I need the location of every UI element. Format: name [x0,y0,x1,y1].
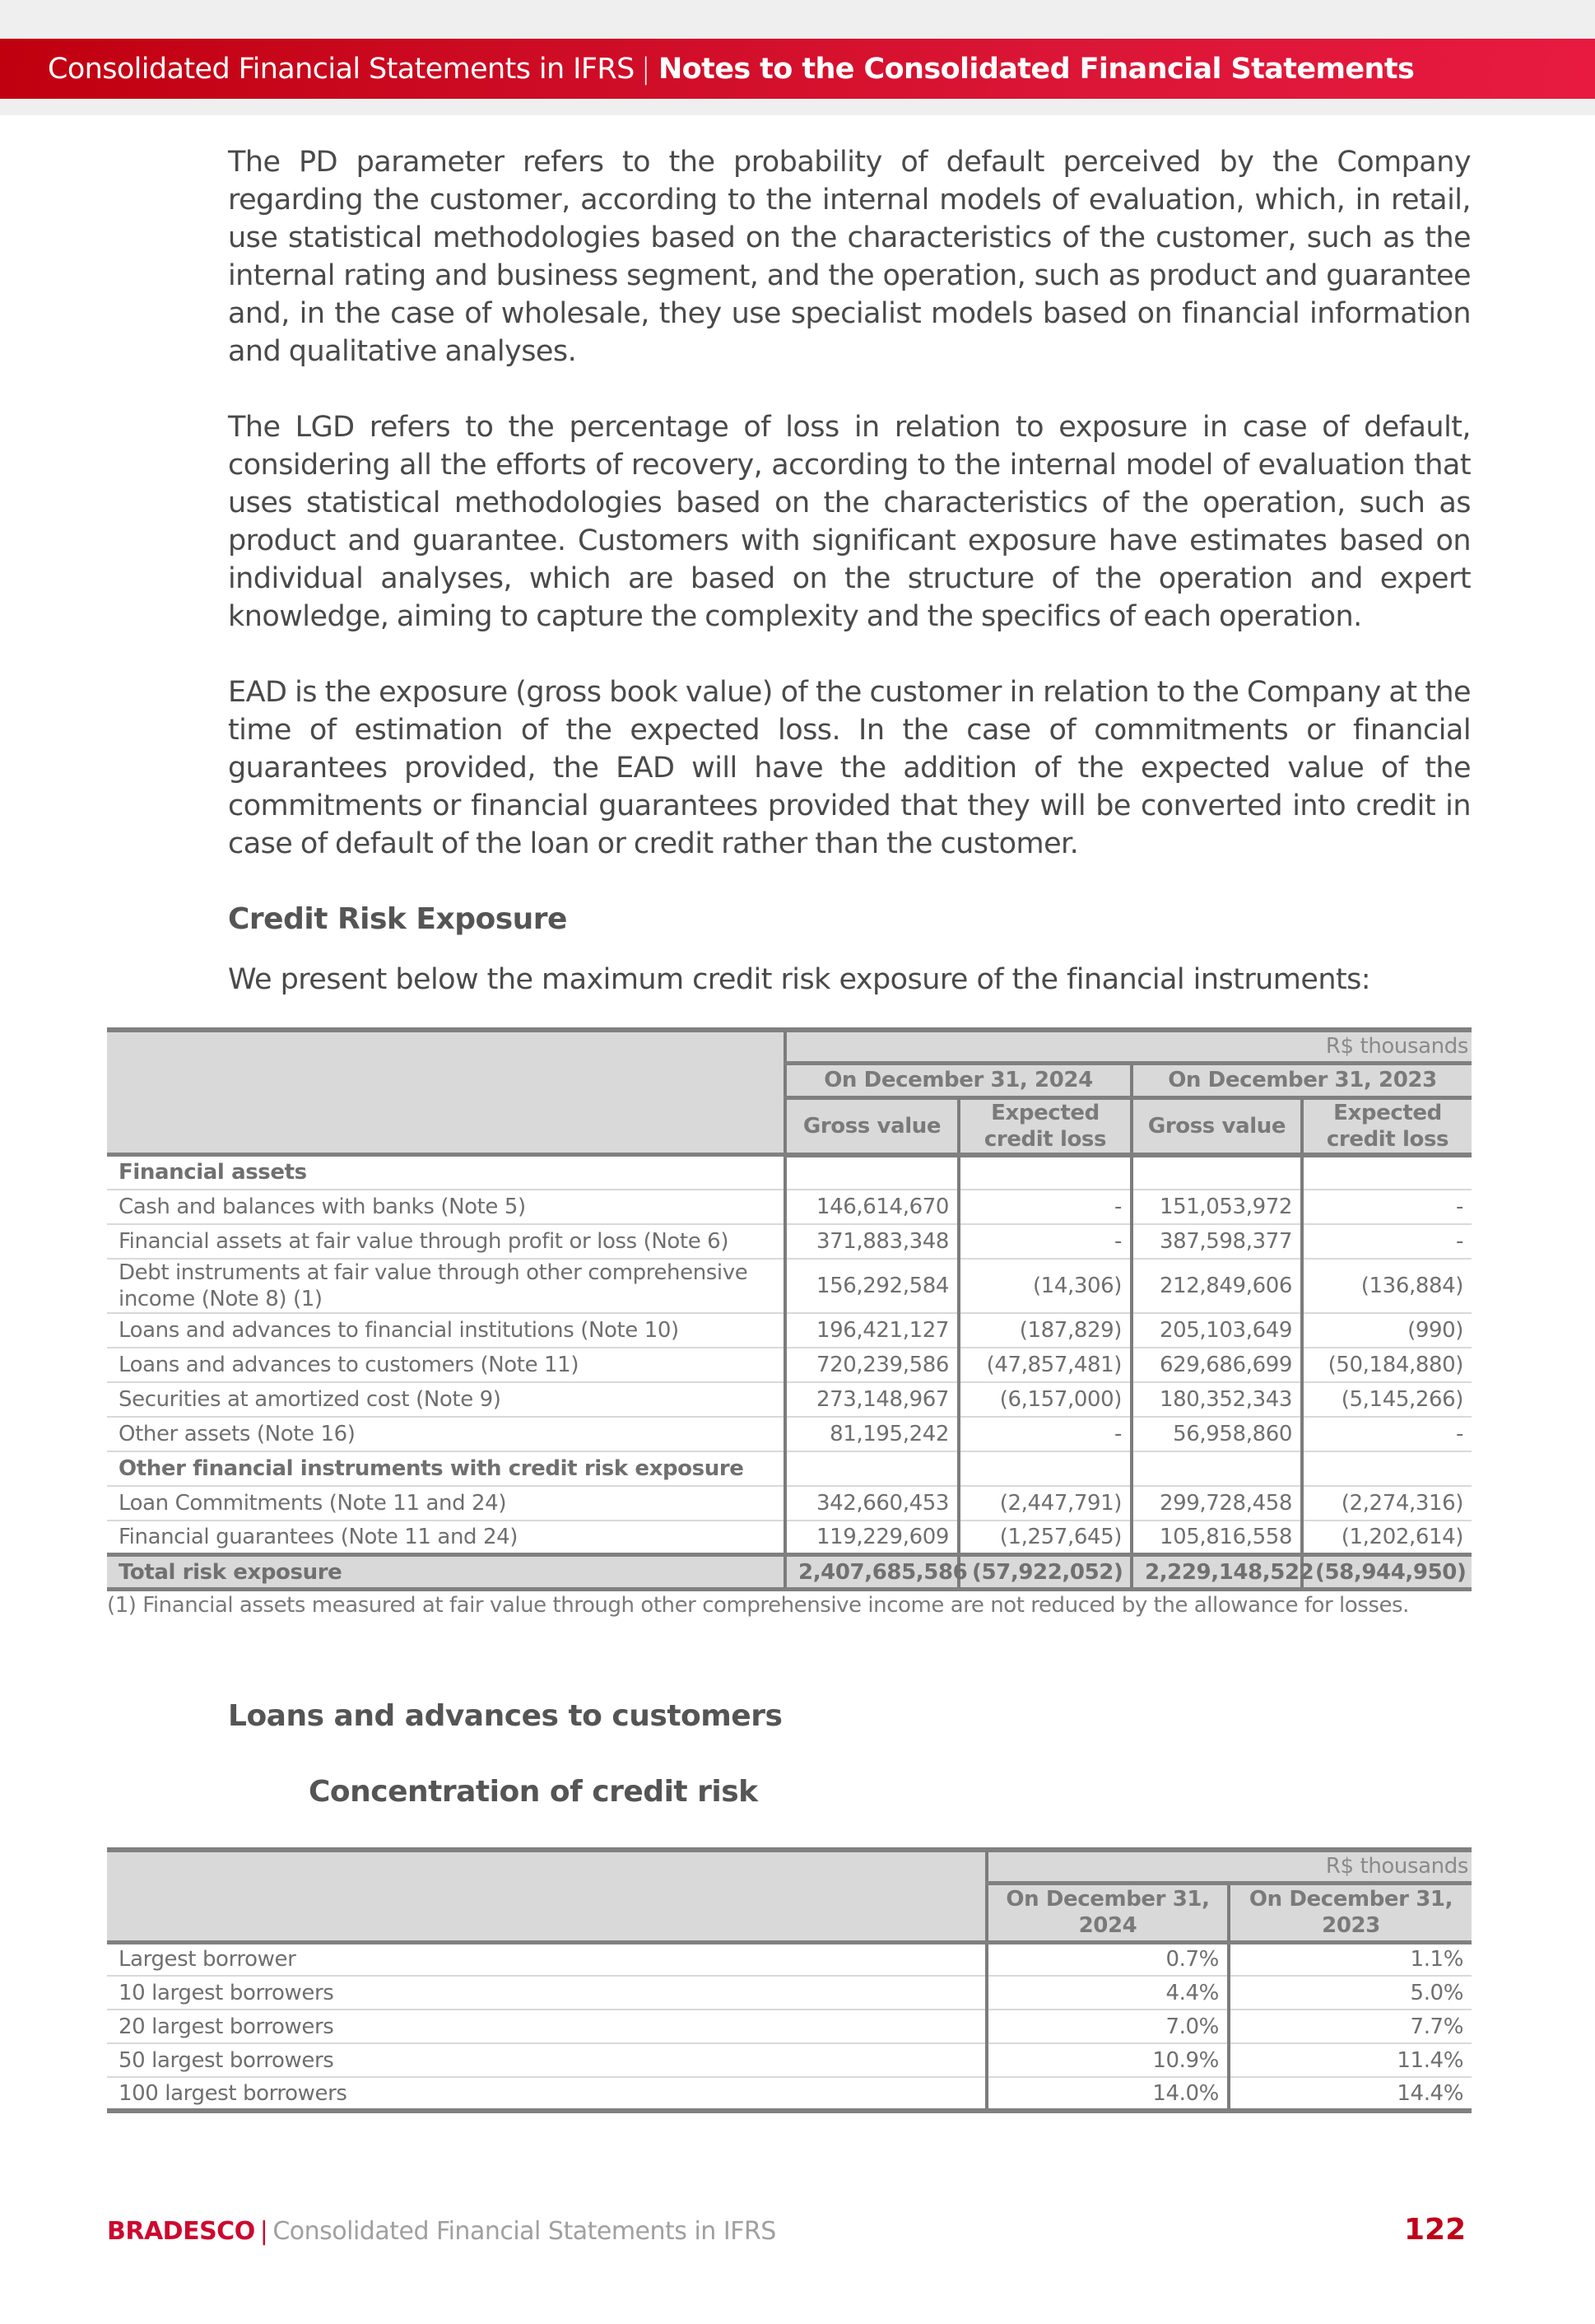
cell: 151,053,972 [1132,1190,1302,1224]
column-header-2023: On December 31, 2023 [1229,1883,1472,1942]
row-label: Loans and advances to financial institutions (Note 10) [107,1313,785,1348]
cell: 56,958,860 [1132,1417,1302,1451]
cell [1302,1155,1472,1190]
footer-document-title: Consolidated Financial Statements in IFRS [272,2217,776,2246]
cell [1132,1155,1302,1190]
cell: 7.7% [1229,2010,1472,2043]
row-label: Other financial instruments with credit risk exposure [107,1451,785,1486]
row-label: Cash and balances with banks (Note 5) [107,1190,785,1224]
cell: 299,728,458 [1132,1486,1302,1521]
header-subsection-title: Notes to the Consolidated Financial Statements [658,52,1415,86]
row-label: Largest borrower [107,1942,987,1976]
page-header [0,39,1595,99]
total-cell: (58,944,950) [1302,1555,1472,1590]
pd-paragraph: The PD parameter refers to the probability of default perceived by the Company regarding the customer, according to the internal models of evaluation, which, in retail, use statistical methodologies based on the characteristics of the customer, such as the internal rating and business segment, and the operation, such as product and guarantee and, in the case of wholesale, they use specialist models based on financial information and qualitative analyses. [228,146,1471,368]
cell: (2,274,316) [1302,1486,1472,1521]
table-row [107,1313,1472,1348]
cell: (990) [1302,1313,1472,1348]
row-label: Other assets (Note 16) [107,1417,785,1451]
lgd-paragraph: The LGD refers to the percentage of loss in relation to exposure in case of default, considering all the efforts of recovery, according to the internal model of evaluation that uses statistical methodologies based on the characteristics of the operation, such as product and guarantee. Customers with significant exposure have estimates based on individual analyses, which are based on the structure of the operation and expert knowledge, aiming to capture the complexity and the specifics of each operation. [228,411,1471,633]
page-number: 122 [1404,2213,1467,2247]
cell: 81,195,242 [785,1417,959,1451]
column-header-2024: On December 31, 2024 [987,1883,1229,1942]
cell: 342,660,453 [785,1486,959,1521]
total-cell: 2,229,148,522 [1132,1555,1302,1590]
table-row [107,1417,1472,1451]
header-section-title: Consolidated Financial Statements in IFRS [48,52,635,86]
cell: 5.0% [1229,1976,1472,2010]
cell: - [959,1190,1132,1224]
cell: (1,202,614) [1302,1521,1472,1555]
row-label: 100 largest borrowers [107,2077,987,2111]
cell: 14.4% [1229,2077,1472,2111]
cell [785,1155,959,1190]
table-footnote: (1) Financial assets measured at fair value through other comprehensive income are not reduced by the allowance for losses. [107,1593,1409,1618]
total-row [107,1555,1472,1590]
cell: 196,421,127 [785,1313,959,1348]
table-row [107,2043,1472,2077]
cell: (2,447,791) [959,1486,1132,1521]
row-label: Financial assets at fair value through profit or loss (Note 6) [107,1224,785,1259]
cell: 105,816,558 [1132,1521,1302,1555]
table-row [107,1259,1472,1313]
table-row [107,2077,1472,2111]
column-header-gross-2024: Gross value [785,1097,959,1155]
period-header-2023: On December 31, 2023 [1132,1063,1472,1097]
cell: (187,829) [959,1313,1132,1348]
table-row [107,1190,1472,1224]
table-row [107,1942,1472,1976]
cell: - [959,1224,1132,1259]
cell: 146,614,670 [785,1190,959,1224]
table-row [107,1976,1472,2010]
row-label: 50 largest borrowers [107,2043,987,2077]
row-label: 10 largest borrowers [107,1976,987,2010]
loans-section-heading: Loans and advances to customers [228,1699,783,1733]
cell: 371,883,348 [785,1224,959,1259]
cell: - [1302,1417,1472,1451]
concentration-table [107,1847,1472,2113]
cell [1132,1451,1302,1486]
table-row [107,1486,1472,1521]
column-header-ecl-2023: Expected credit loss [1302,1097,1472,1155]
cell: 119,229,609 [785,1521,959,1555]
credit-risk-intro: We present below the maximum credit risk exposure of the financial instruments: [228,963,1371,996]
cell: 10.9% [987,2043,1229,2077]
row-label: Loans and advances to customers (Note 11) [107,1348,785,1382]
cell: (6,157,000) [959,1382,1132,1417]
row-label: Debt instruments at fair value through other comprehensive income (Note 8) (1) [107,1259,785,1313]
cell: 212,849,606 [1132,1259,1302,1313]
cell: 4.4% [987,1976,1229,2010]
total-label: Total risk exposure [107,1555,785,1590]
cell: (50,184,880) [1302,1348,1472,1382]
cell: (136,884) [1302,1259,1472,1313]
total-cell: 2,407,685,586 [785,1555,959,1590]
cell: 7.0% [987,2010,1229,2043]
column-header-gross-2023: Gross value [1132,1097,1302,1155]
row-label: Financial assets [107,1155,785,1190]
total-cell: (57,922,052) [959,1555,1132,1590]
footer-separator: | [259,2217,268,2246]
row-label: Financial guarantees (Note 11 and 24) [107,1521,785,1555]
column-header-ecl-2024: Expected credit loss [959,1097,1132,1155]
cell: 1.1% [1229,1942,1472,1976]
row-label: Securities at amortized cost (Note 9) [107,1382,785,1417]
cell [959,1451,1132,1486]
cell: - [1302,1224,1472,1259]
cell: (1,257,645) [959,1521,1132,1555]
table-row [107,1451,1472,1486]
cell: (5,145,266) [1302,1382,1472,1417]
cell: 11.4% [1229,2043,1472,2077]
page-footer [107,2217,776,2246]
cell: 14.0% [987,2077,1229,2111]
ead-paragraph: EAD is the exposure (gross book value) of the customer in relation to the Company at the time of estimation of the expected loss. In the case of commitments or financial guarantees provided, the EAD will have the addition of the expected value of the commitments or financial guarantees provided that they will be converted into credit in case of default of the loan or credit rather than the customer. [228,676,1471,860]
cell [785,1451,959,1486]
cell: 273,148,967 [785,1382,959,1417]
cell: 629,686,699 [1132,1348,1302,1382]
table-row [107,1521,1472,1555]
cell: (47,857,481) [959,1348,1132,1382]
header-separator: | [640,52,650,86]
table-row [107,2010,1472,2043]
cell: - [1302,1190,1472,1224]
cell: - [959,1417,1132,1451]
cell [959,1155,1132,1190]
cell: 156,292,584 [785,1259,959,1313]
cell: 0.7% [987,1942,1229,1976]
table-row [107,1382,1472,1417]
concentration-subheading: Concentration of credit risk [309,1775,758,1809]
table-row [107,1224,1472,1259]
row-label: 20 largest borrowers [107,2010,987,2043]
credit-risk-exposure-heading: Credit Risk Exposure [228,902,567,936]
table-header-blank [107,1030,785,1155]
cell: 387,598,377 [1132,1224,1302,1259]
cell: 180,352,343 [1132,1382,1302,1417]
cell: 205,103,649 [1132,1313,1302,1348]
table-header-blank [107,1850,987,1942]
cell: (14,306) [959,1259,1132,1313]
table-row [107,1155,1472,1190]
period-header-2024: On December 31, 2024 [785,1063,1132,1097]
table-row [107,1348,1472,1382]
brand-logo-text: BRADESCO [107,2217,255,2246]
units-label: R$ thousands [987,1850,1472,1883]
credit-risk-exposure-table [107,1027,1472,1591]
units-label: R$ thousands [785,1030,1472,1063]
cell [1302,1451,1472,1486]
cell: 720,239,586 [785,1348,959,1382]
row-label: Loan Commitments (Note 11 and 24) [107,1486,785,1521]
